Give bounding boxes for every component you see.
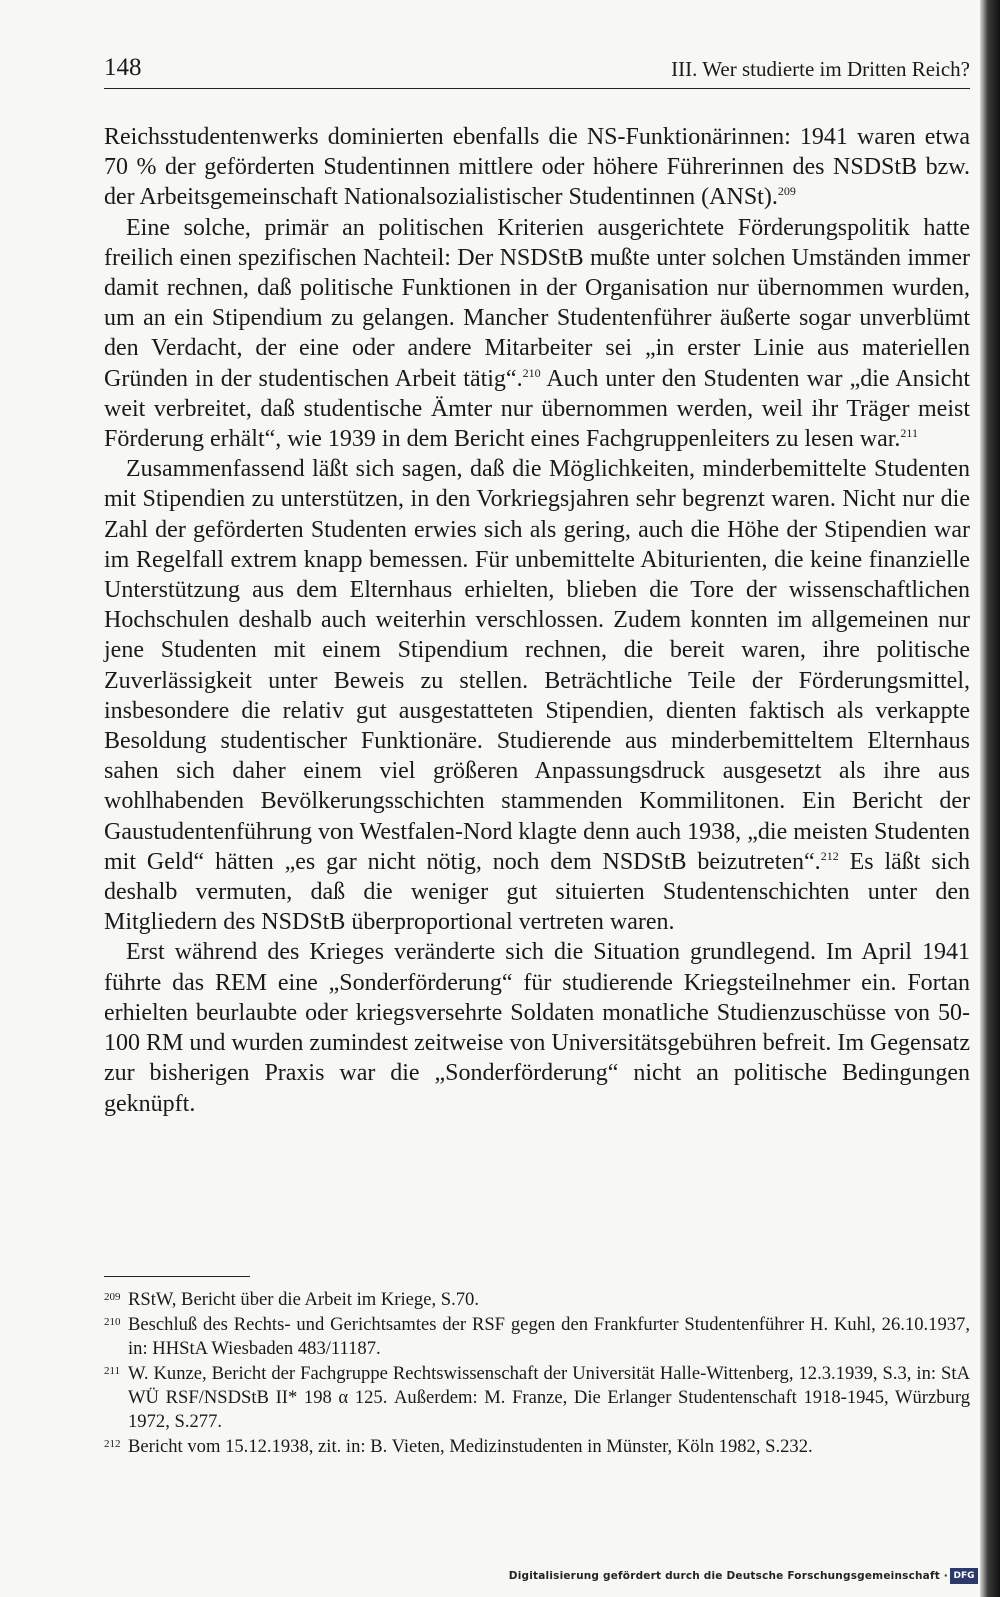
footnote — [104, 1313, 970, 1361]
footnote-text: RStW, Bericht über die Arbeit im Kriege, S.70. — [128, 1289, 479, 1310]
footnote — [104, 1362, 970, 1434]
paragraph-3: Zusammenfassend läßt sich sagen, daß die Möglichkeiten, minderbemittelte Studenten mit Stipendien zu unterstützen, in den Vorkriegsjahren sehr begrenzt waren. Nicht nur die Zahl der geförderten Studenten erwies sich als gering, auch die Höhe der Stipendien war im Regelfall extrem knapp bemessen. Für unbemittelte Abiturienten, die keine finanzielle Unterstützung aus dem Elternhaus erhielten, blieben die Tore der wissenschaftlichen Hochschulen deshalb auch weiterhin verschlossen. Zudem konnten im allgemeinen nur jene Studenten mit einem Stipendium rechnen, die bereit waren, ihre politische Zuverlässigkeit unter Beweis zu stellen. Beträchtliche Teile der Förderungsmittel, insbesondere die relativ gut ausgestatteten Stipendien, dienten faktisch als verkappte Besoldung studentischer Funktionäre. Studierende aus minderbemitteltem Elternhaus sahen sich daher einem viel größeren Anpassungsdruck ausgesetzt als ihre aus wohlhabenden Bevölkerungsschichten stammenden Kommilitonen. Ein Bericht der Gaustudentenführung von Westfalen-Nord klagte denn auch 1938, „die meisten Studenten mit Geld“ hätten „es gar nicht nötig, noch dem NSDStB beizutreten“.$^{212}$ Es läßt sich deshalb vermuten, daß die weniger gut situierten Studentenschichten unter den Mitgliedern des NSDStB überproportional vertreten waren. — [104, 456, 970, 936]
page-header — [104, 54, 970, 89]
footnote-text: Beschluß des Rechts- und Gerichtsamtes der RSF gegen den Frankfurter Studentenführer H. Kuhl, 26.10.1937, in: HHStA Wiesbaden 483/11187. — [128, 1314, 970, 1359]
footnote — [104, 1288, 970, 1312]
footnote-text: W. Kunze, Bericht der Fachgruppe Rechtswissenschaft der Universität Halle-Wittenberg, 12.3.1939, S.3, in: StA WÜ RSF/NSDStB II* 198 α 125. Außerdem: M. Franze, Die Erlanger Studentenschaft 1918-1945, Würzburg 1972, S.277. — [128, 1363, 970, 1432]
dfg-logo: DFG — [950, 1568, 978, 1584]
page-number: 148 — [104, 54, 142, 81]
footnote-ref: 211 — [900, 426, 918, 441]
digitization-credit: Digitalisierung gefördert durch die Deutsche Forschungsgemeinschaft · — [508, 1570, 948, 1582]
footnote-text: Bericht vom 15.12.1938, zit. in: B. Vieten, Medizinstudenten in Münster, Köln 1982, S.232. — [128, 1436, 813, 1457]
footnote-divider — [104, 1276, 250, 1277]
footnote-ref: 212 — [820, 848, 839, 863]
footnote-number: 212 — [104, 1438, 121, 1450]
footnote-number: 211 — [104, 1365, 121, 1377]
paragraph-1: Reichsstudentenwerks dominierten ebenfalls die NS-Funktionärinnen: 1941 waren etwa 70 % der geförderten Studentinnen mittlere oder höhere Führerinnen des NSDStB bzw. der Arbeitsgemeinschaft Nationalsozialistischer Studentinnen (ANSt).$^{209}$ — [104, 124, 970, 211]
paragraph-2: Eine solche, primär an politischen Kriterien ausgerichtete Förderungspolitik hatte freilich einen spezifischen Nachteil: Der NSDStB mußte unter solchen Umständen immer damit rechnen, daß politische Funktionen in der Organisation nur übernommen wurden, um an ein Stipendium zu gelangen. Mancher Studentenführer äußerte sogar unverblümt den Verdacht, der eine oder andere Mitarbeiter sei „in erster Linie aus materiellen Gründen in der studentischen Arbeit tätig“.$^{210}$ Auch unter den Studenten war „die Ansicht weit verbreitet, daß studentische Ämter nur übernommen werden, weil ihr Träger meist Förderung erhält“, wie 1939 in dem Bericht eines Fachgruppenleiters zu lesen war.$^{211}$ — [104, 214, 970, 453]
footnote-ref: 210 — [522, 365, 541, 380]
scan-edge-shadow — [980, 0, 1000, 1597]
footnote-number: 209 — [104, 1291, 121, 1303]
body-text — [104, 122, 970, 1119]
footnote-ref: 209 — [777, 184, 796, 199]
running-head: III. Wer studierte im Dritten Reich? — [671, 57, 970, 81]
footnotes — [104, 1288, 970, 1460]
footnote-number: 210 — [104, 1316, 121, 1328]
footnote — [104, 1435, 970, 1459]
paragraph-4: Erst während des Krieges veränderte sich die Situation grundlegend. Im April 1941 führte das REM eine „Sonderförderung“ für studierende Kriegsteilnehmer ein. Fortan erhielten beurlaubte oder kriegsversehrte Soldaten monatliche Studienzuschüsse von 50-100 RM und wurden zumindest zeitweise von Universitätsgebühren befreit. Im Gegensatz zur bisherigen Praxis war die „Sonderförderung“ nicht an politische Bedingungen geknüpft. — [104, 939, 970, 1117]
